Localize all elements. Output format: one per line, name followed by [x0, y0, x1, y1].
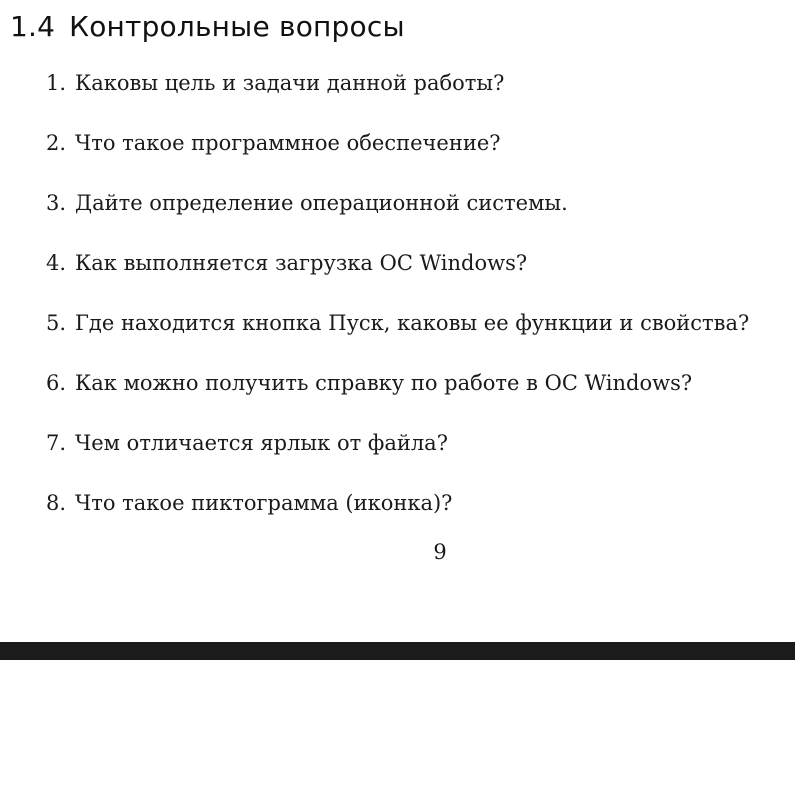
page-divider-bar [0, 642, 795, 660]
question-number: 8. [45, 491, 66, 515]
section-heading [10, 10, 405, 43]
question-item [0, 68, 749, 128]
question-item [0, 248, 749, 308]
question-item [0, 188, 749, 248]
page-number: 9 [433, 540, 447, 564]
question-text: Что такое пиктограмма (иконка)? [75, 491, 453, 515]
question-number: 6. [45, 371, 66, 395]
section-number: 1.4 [10, 10, 56, 43]
questions-list [0, 68, 749, 548]
question-number: 1. [45, 71, 66, 95]
question-text: Где находится кнопка Пуск, каковы ее функции и свойства? [75, 311, 750, 335]
question-text: Чем отличается ярлык от файла? [75, 431, 448, 455]
question-item [0, 428, 749, 488]
question-number: 7. [45, 431, 66, 455]
question-item [0, 308, 749, 368]
question-item [0, 488, 749, 548]
question-text: Каковы цель и задачи данной работы? [75, 71, 505, 95]
question-number: 4. [45, 251, 66, 275]
question-number: 3. [45, 191, 66, 215]
question-text: Дайте определение операционной системы. [75, 191, 568, 215]
question-number: 5. [45, 311, 66, 335]
question-item [0, 128, 749, 188]
question-text: Как выполняется загрузка ОС Windows? [75, 251, 528, 275]
question-text: Что такое программное обеспечение? [75, 131, 501, 155]
question-text: Как можно получить справку по работе в ОС Windows? [75, 371, 693, 395]
section-title: Контрольные вопросы [69, 10, 405, 43]
question-number: 2. [45, 131, 66, 155]
question-item [0, 368, 749, 428]
